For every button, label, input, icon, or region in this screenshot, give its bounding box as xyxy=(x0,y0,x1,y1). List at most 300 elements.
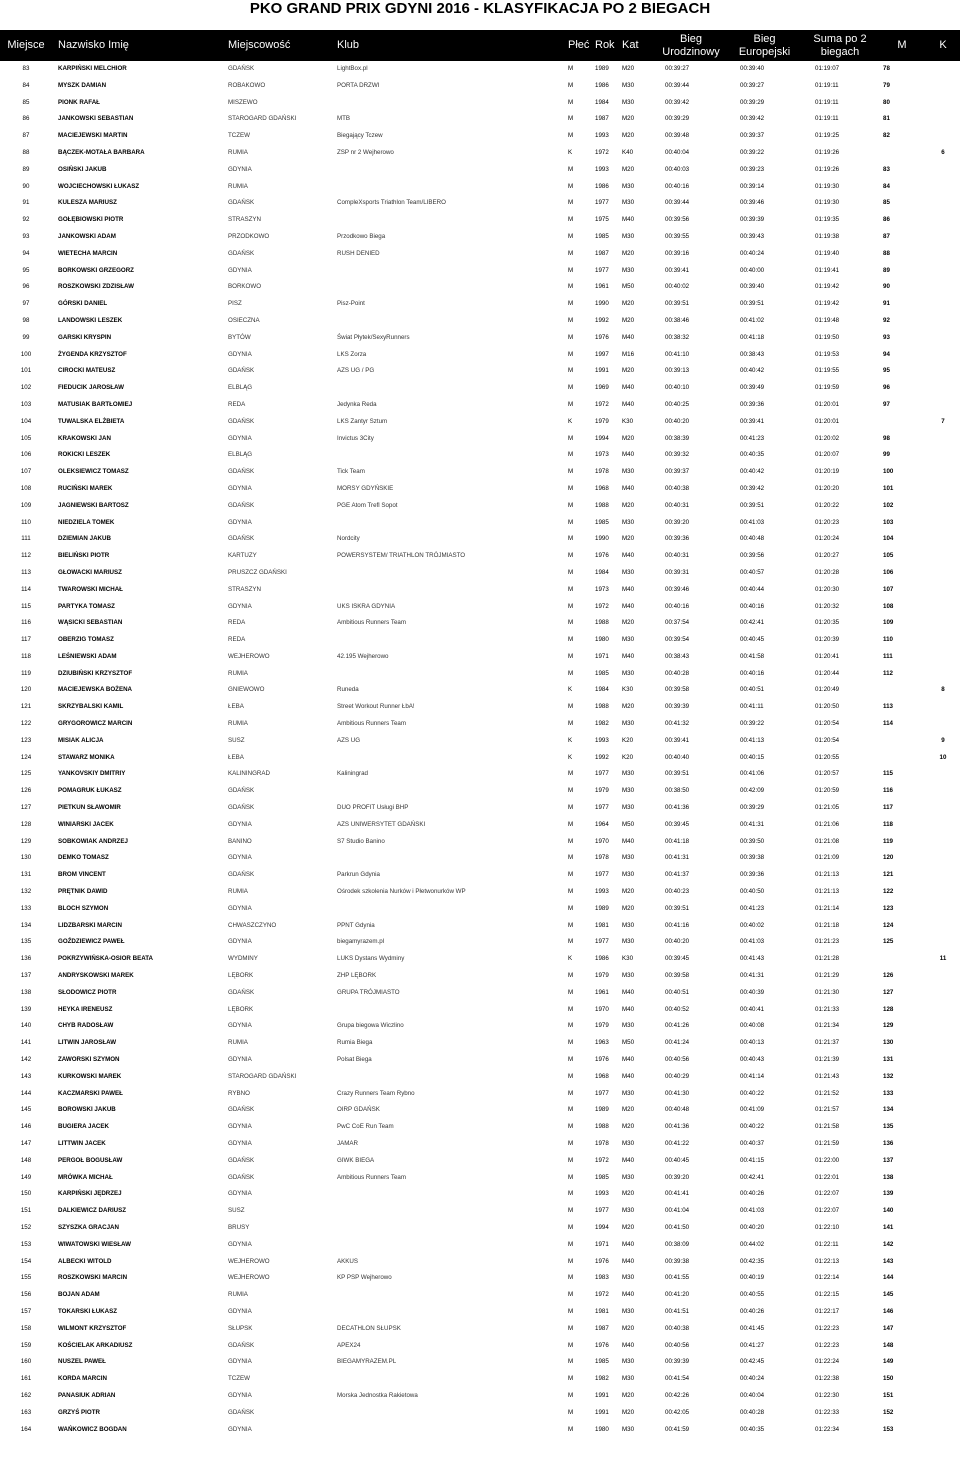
club-cell xyxy=(337,380,568,397)
total-time-cell: 01:21:08 xyxy=(815,837,840,845)
k-rank-cell: 9 xyxy=(941,736,945,744)
city-cell: GDYNIA xyxy=(228,938,252,946)
k-rank-cell xyxy=(926,1220,960,1237)
category-cell: M40 xyxy=(622,1005,635,1013)
club-cell: ZHP LĘBORK xyxy=(337,972,377,980)
place-cell: 141 xyxy=(20,1039,32,1047)
place-cell: 144 xyxy=(20,1089,32,1097)
category-cell: M40 xyxy=(622,400,635,408)
club-cell: PORTA DRZWI xyxy=(337,81,380,89)
race2-time-cell: 00:40:45 xyxy=(740,636,765,644)
table-row xyxy=(0,1170,960,1187)
race2-time-cell: 00:39:36 xyxy=(740,400,765,408)
k-rank-cell xyxy=(926,162,960,179)
k-rank-cell xyxy=(926,1018,960,1035)
k-rank-cell xyxy=(926,1388,960,1405)
table-row xyxy=(0,1136,960,1153)
table-row xyxy=(0,766,960,783)
category-cell: M30 xyxy=(622,1307,635,1315)
year-cell: 1972 xyxy=(595,1156,609,1164)
race1-time-cell: 00:39:51 xyxy=(665,904,690,912)
year-cell: 1993 xyxy=(595,132,609,140)
year-cell: 1976 xyxy=(595,552,609,560)
city-cell: BANINO xyxy=(228,837,252,845)
city-cell: PRUSZCZ GDAŃSKI xyxy=(228,568,287,576)
category-cell: M30 xyxy=(622,669,635,677)
table-row xyxy=(0,1018,960,1035)
table-row xyxy=(0,95,960,112)
m-rank-cell: 129 xyxy=(883,1022,894,1030)
sex-cell: M xyxy=(568,602,574,610)
place-cell: 135 xyxy=(20,938,32,946)
table-row xyxy=(0,918,960,935)
sex-cell: K xyxy=(568,417,573,425)
race1-time-cell: 00:41:55 xyxy=(665,1274,690,1282)
category-cell: M40 xyxy=(622,216,635,224)
table-row xyxy=(0,1203,960,1220)
race1-time-cell: 00:40:03 xyxy=(665,165,690,173)
sex-cell: M xyxy=(568,1173,574,1181)
table-row xyxy=(0,1388,960,1405)
m-rank-cell: 91 xyxy=(883,300,890,308)
sex-cell: M xyxy=(568,1005,574,1013)
m-rank-cell: 113 xyxy=(883,703,893,711)
total-time-cell: 01:21:09 xyxy=(815,854,840,862)
k-rank-cell xyxy=(926,515,960,532)
place-cell: 131 xyxy=(20,871,32,879)
race2-time-cell: 00:40:26 xyxy=(740,1307,765,1315)
city-cell: PRZODKOWO xyxy=(228,232,270,240)
year-cell: 1977 xyxy=(595,1089,609,1097)
category-cell: M50 xyxy=(622,820,635,828)
column-header: Miejscowość xyxy=(228,39,291,51)
total-time-cell: 01:22:38 xyxy=(815,1375,840,1383)
year-cell: 1985 xyxy=(595,518,609,526)
k-rank-cell xyxy=(926,1002,960,1019)
m-rank-cell: 106 xyxy=(883,568,894,576)
club-cell xyxy=(337,212,568,229)
city-cell: ELBLĄG xyxy=(228,451,253,459)
year-cell: 1986 xyxy=(595,182,609,190)
k-rank-cell xyxy=(926,95,960,112)
total-time-cell: 01:19:25 xyxy=(815,132,840,140)
race1-time-cell: 00:40:31 xyxy=(665,501,690,509)
race2-time-cell: 00:41:31 xyxy=(740,972,765,980)
year-cell: 1972 xyxy=(595,1291,609,1299)
category-cell: M30 xyxy=(622,1274,635,1282)
club-cell xyxy=(337,582,568,599)
name-cell: BOROWSKI JAKUB xyxy=(58,1106,116,1114)
m-rank-cell: 140 xyxy=(883,1207,894,1215)
city-cell: GDYNIA xyxy=(228,1022,252,1030)
year-cell: 1981 xyxy=(595,1307,609,1315)
name-cell: BLOCH SZYMON xyxy=(58,904,109,912)
total-time-cell: 01:22:10 xyxy=(815,1223,840,1231)
sex-cell: M xyxy=(568,787,574,795)
m-rank-cell: 109 xyxy=(883,619,894,627)
k-rank-cell xyxy=(926,363,960,380)
sex-cell: M xyxy=(568,132,574,140)
club-cell xyxy=(337,632,568,649)
city-cell: GDYNIA xyxy=(228,350,252,358)
category-cell: M20 xyxy=(622,1223,635,1231)
table-row xyxy=(0,1086,960,1103)
total-time-cell: 01:22:14 xyxy=(815,1274,840,1282)
place-cell: 137 xyxy=(20,972,32,980)
m-rank-cell xyxy=(878,682,926,699)
year-cell: 1988 xyxy=(595,1123,609,1131)
name-cell: LANDOWSKI LESZEK xyxy=(58,316,123,324)
total-time-cell: 01:20:02 xyxy=(815,434,840,442)
race1-time-cell: 00:40:25 xyxy=(665,400,690,408)
race1-time-cell: 00:40:16 xyxy=(665,602,690,610)
race1-time-cell: 00:41:32 xyxy=(665,720,690,728)
city-cell: BRUSY xyxy=(228,1223,250,1231)
total-time-cell: 01:22:13 xyxy=(815,1257,840,1265)
sex-cell: M xyxy=(568,232,574,240)
race1-time-cell: 00:39:37 xyxy=(665,468,690,476)
category-cell: K20 xyxy=(622,736,634,744)
race1-time-cell: 00:40:23 xyxy=(665,888,690,896)
club-cell: JAMAR xyxy=(337,1140,358,1147)
club-cell: 42.195 Wejherowo xyxy=(337,652,389,660)
name-cell: KRAKOWSKI JAN xyxy=(58,434,111,442)
club-cell xyxy=(337,1237,568,1254)
total-time-cell: 01:19:30 xyxy=(815,182,840,190)
city-cell: GDYNIA xyxy=(228,854,252,862)
place-cell: 116 xyxy=(21,619,31,627)
place-cell: 162 xyxy=(20,1391,32,1399)
race1-time-cell: 00:41:24 xyxy=(665,1039,690,1047)
m-rank-cell: 133 xyxy=(883,1089,894,1097)
category-cell: M40 xyxy=(622,1291,635,1299)
year-cell: 1977 xyxy=(595,1207,609,1215)
total-time-cell: 01:19:11 xyxy=(815,115,839,123)
club-cell: Przodkowo Biega xyxy=(337,232,386,240)
race1-time-cell: 00:39:55 xyxy=(665,232,690,240)
name-cell: ZAWORSKI SZYMON xyxy=(58,1056,120,1064)
name-cell: LITTWIN JACEK xyxy=(58,1140,106,1147)
category-cell: M20 xyxy=(622,1106,635,1114)
m-rank-cell: 141 xyxy=(883,1223,894,1231)
place-cell: 160 xyxy=(20,1358,32,1366)
total-time-cell: 01:20:28 xyxy=(815,568,840,576)
place-cell: 112 xyxy=(21,552,31,560)
race1-time-cell: 00:37:54 xyxy=(665,619,690,627)
sex-cell: M xyxy=(568,804,574,812)
race2-time-cell: 00:39:38 xyxy=(740,854,765,862)
sex-cell: M xyxy=(568,619,574,627)
city-cell: GDAŃSK xyxy=(228,65,255,73)
k-rank-cell xyxy=(926,1371,960,1388)
m-rank-cell: 112 xyxy=(883,669,893,677)
place-cell: 106 xyxy=(20,451,32,459)
category-cell: M20 xyxy=(622,249,635,257)
club-cell xyxy=(337,565,568,582)
total-time-cell: 01:21:52 xyxy=(815,1089,840,1097)
year-cell: 1978 xyxy=(595,1140,609,1147)
table-row xyxy=(0,834,960,851)
place-cell: 87 xyxy=(22,132,30,140)
m-rank-cell: 89 xyxy=(883,266,890,274)
club-cell xyxy=(337,162,568,179)
city-cell: GDAŃSK xyxy=(228,1408,255,1416)
city-cell: STRASZYN xyxy=(228,585,262,593)
year-cell: 1977 xyxy=(595,871,609,879)
race2-time-cell: 00:39:22 xyxy=(740,148,765,156)
race2-time-cell: 00:40:37 xyxy=(740,1140,765,1147)
race1-time-cell: 00:40:48 xyxy=(665,1106,690,1114)
category-cell: M30 xyxy=(622,1425,635,1433)
k-rank-cell xyxy=(926,1405,960,1422)
place-cell: 126 xyxy=(20,787,32,795)
race1-time-cell: 00:39:38 xyxy=(665,1257,690,1265)
sex-cell: M xyxy=(568,1358,574,1366)
table-row xyxy=(0,1002,960,1019)
name-cell: WIWATOWSKI WIESŁAW xyxy=(58,1240,131,1248)
k-rank-cell xyxy=(926,615,960,632)
name-cell: OBERZIG TOMASZ xyxy=(58,636,114,644)
city-cell: RYBNO xyxy=(228,1089,250,1097)
year-cell: 1994 xyxy=(595,1223,609,1231)
table-row xyxy=(0,951,960,968)
sex-cell: M xyxy=(568,350,574,358)
race2-time-cell: 00:39:50 xyxy=(740,837,765,845)
place-cell: 164 xyxy=(20,1425,32,1433)
place-cell: 151 xyxy=(20,1207,32,1215)
year-cell: 1989 xyxy=(595,65,609,73)
total-time-cell: 01:19:40 xyxy=(815,249,840,257)
place-cell: 115 xyxy=(21,602,31,610)
race2-time-cell: 00:41:18 xyxy=(740,333,765,341)
club-cell: Parkrun Gdynia xyxy=(337,871,380,879)
category-cell: M30 xyxy=(622,1207,635,1215)
year-cell: 1993 xyxy=(595,888,609,896)
city-cell: WEJHEROWO xyxy=(228,1274,270,1282)
m-rank-cell: 124 xyxy=(883,921,894,929)
m-rank-cell: 116 xyxy=(883,787,893,795)
year-cell: 1980 xyxy=(595,1425,609,1433)
race1-time-cell: 00:40:02 xyxy=(665,283,690,291)
city-cell: CHWASZCZYNO xyxy=(228,921,277,929)
race1-time-cell: 00:39:20 xyxy=(665,1173,690,1181)
category-cell: M20 xyxy=(622,535,635,543)
year-cell: 1979 xyxy=(595,417,609,425)
city-cell: GDAŃSK xyxy=(228,804,255,812)
k-rank-cell xyxy=(926,1270,960,1287)
name-cell: BUGIERA JACEK xyxy=(58,1123,109,1131)
race1-time-cell: 00:42:05 xyxy=(665,1408,690,1416)
sex-cell: M xyxy=(568,65,574,73)
m-rank-cell: 122 xyxy=(883,888,894,896)
total-time-cell: 01:20:32 xyxy=(815,602,840,610)
k-rank-cell xyxy=(926,1304,960,1321)
name-cell: ROKICKI LESZEK xyxy=(58,451,111,459)
place-cell: 103 xyxy=(20,400,32,408)
place-cell: 127 xyxy=(20,804,32,812)
category-cell: M40 xyxy=(622,837,635,845)
year-cell: 1981 xyxy=(595,921,609,929)
club-cell: APEX24 xyxy=(337,1341,361,1349)
k-rank-cell xyxy=(926,699,960,716)
category-cell: M40 xyxy=(622,1156,635,1164)
sex-cell: M xyxy=(568,972,574,980)
club-cell xyxy=(337,313,568,330)
year-cell: 1973 xyxy=(595,451,609,459)
name-cell: LIDZBARSKI MARCIN xyxy=(58,921,122,929)
race1-time-cell: 00:42:26 xyxy=(665,1391,690,1399)
city-cell: SUSZ xyxy=(228,1207,245,1215)
race2-time-cell: 00:41:23 xyxy=(740,434,765,442)
race2-time-cell: 00:42:35 xyxy=(740,1257,765,1265)
category-cell: M20 xyxy=(622,1391,635,1399)
name-cell: DZIEMIAN JAKUB xyxy=(58,535,111,543)
table-row xyxy=(0,145,960,162)
sex-cell: M xyxy=(568,165,574,173)
year-cell: 1991 xyxy=(595,1408,609,1416)
race2-time-cell: 00:39:36 xyxy=(740,871,765,879)
k-rank-cell xyxy=(926,431,960,448)
category-cell: M20 xyxy=(622,367,635,375)
m-rank-cell: 146 xyxy=(883,1307,894,1315)
total-time-cell: 01:19:38 xyxy=(815,232,840,240)
sex-cell: M xyxy=(568,1307,574,1315)
sex-cell: M xyxy=(568,988,574,996)
total-time-cell: 01:21:29 xyxy=(815,972,840,980)
year-cell: 1985 xyxy=(595,669,609,677)
race1-time-cell: 00:39:31 xyxy=(665,568,690,576)
race1-time-cell: 00:39:32 xyxy=(665,451,690,459)
race2-time-cell: 00:42:41 xyxy=(740,1173,765,1181)
k-rank-cell xyxy=(926,884,960,901)
m-rank-cell xyxy=(878,414,926,431)
race2-time-cell: 00:41:58 xyxy=(740,652,765,660)
name-cell: KULESZA MARIUSZ xyxy=(58,199,117,207)
year-cell: 1961 xyxy=(595,283,609,291)
table-row xyxy=(0,1354,960,1371)
k-rank-cell xyxy=(926,1052,960,1069)
year-cell: 1993 xyxy=(595,1190,609,1198)
race1-time-cell: 00:40:20 xyxy=(665,938,690,946)
place-cell: 155 xyxy=(20,1274,32,1282)
table-row xyxy=(0,313,960,330)
race2-time-cell: 00:39:42 xyxy=(740,115,765,123)
race1-time-cell: 00:39:16 xyxy=(665,249,690,257)
sex-cell: M xyxy=(568,1223,574,1231)
m-rank-cell: 118 xyxy=(883,820,893,828)
name-cell: CIROCKI MATEUSZ xyxy=(58,367,116,375)
name-cell: GŁOWACKI MARIUSZ xyxy=(58,568,122,576)
place-cell: 85 xyxy=(22,98,30,106)
k-rank-cell xyxy=(926,128,960,145)
table-row xyxy=(0,1254,960,1271)
city-cell: STAROGARD GDAŃSKI xyxy=(228,115,297,123)
k-rank-cell xyxy=(926,464,960,481)
k-rank-cell: 6 xyxy=(941,148,945,156)
m-rank-cell: 105 xyxy=(883,552,894,560)
sex-cell: M xyxy=(568,585,574,593)
race2-time-cell: 00:39:37 xyxy=(740,132,765,140)
k-rank-cell xyxy=(926,330,960,347)
place-cell: 84 xyxy=(22,81,30,89)
club-cell xyxy=(337,1371,568,1388)
sex-cell: M xyxy=(568,199,574,207)
race1-time-cell: 00:40:29 xyxy=(665,1072,690,1080)
sex-cell: M xyxy=(568,115,574,123)
name-cell: ANDRYSKOWSKI MAREK xyxy=(58,972,134,980)
city-cell: GDYNIA xyxy=(228,1123,252,1131)
year-cell: 1990 xyxy=(595,300,609,308)
race1-time-cell: 00:39:58 xyxy=(665,972,690,980)
place-cell: 148 xyxy=(20,1156,32,1164)
year-cell: 1988 xyxy=(595,619,609,627)
place-cell: 125 xyxy=(20,770,32,778)
year-cell: 1984 xyxy=(595,686,609,694)
club-cell: MORSY GDYŃSKIE xyxy=(337,484,394,492)
m-rank-cell: 111 xyxy=(883,652,893,660)
table-row xyxy=(0,1153,960,1170)
year-cell: 1992 xyxy=(595,316,609,324)
place-cell: 139 xyxy=(20,1005,32,1013)
race2-time-cell: 00:41:13 xyxy=(740,736,765,744)
year-cell: 1978 xyxy=(595,854,609,862)
year-cell: 1979 xyxy=(595,972,609,980)
name-cell: PRĘTNIK DAWID xyxy=(58,888,108,896)
total-time-cell: 01:21:30 xyxy=(815,988,840,996)
race2-time-cell: 00:40:48 xyxy=(740,535,765,543)
name-cell: BIELIŃSKI PIOTR xyxy=(58,552,110,560)
race2-time-cell: 00:44:02 xyxy=(740,1240,765,1248)
table-row xyxy=(0,1422,960,1439)
total-time-cell: 01:19:41 xyxy=(815,266,840,274)
category-cell: K40 xyxy=(622,148,634,156)
category-cell: M40 xyxy=(622,602,635,610)
category-cell: M30 xyxy=(622,518,635,526)
m-rank-cell xyxy=(878,750,926,767)
club-cell xyxy=(337,179,568,196)
table-row xyxy=(0,1371,960,1388)
table-row xyxy=(0,901,960,918)
table-row xyxy=(0,1119,960,1136)
k-rank-cell xyxy=(926,246,960,263)
sex-cell: M xyxy=(568,568,574,576)
total-time-cell: 01:20:07 xyxy=(815,451,840,459)
total-time-cell: 01:19:42 xyxy=(815,283,840,291)
name-cell: NUSZEL PAWEŁ xyxy=(58,1358,106,1366)
club-cell: PPNT Gdynia xyxy=(337,921,375,929)
sex-cell: M xyxy=(568,384,574,392)
sex-cell: M xyxy=(568,1123,574,1131)
year-cell: 1972 xyxy=(595,148,609,156)
category-cell: M40 xyxy=(622,988,635,996)
place-cell: 150 xyxy=(20,1190,32,1198)
race2-time-cell: 00:40:28 xyxy=(740,1408,765,1416)
total-time-cell: 01:21:14 xyxy=(815,904,840,912)
race2-time-cell: 00:39:51 xyxy=(740,300,765,308)
race1-time-cell: 00:40:45 xyxy=(665,1156,690,1164)
sex-cell: M xyxy=(568,434,574,442)
race2-time-cell: 00:40:00 xyxy=(740,266,765,274)
place-cell: 134 xyxy=(20,921,32,929)
sex-cell: M xyxy=(568,300,574,308)
year-cell: 1961 xyxy=(595,988,609,996)
total-time-cell: 01:21:23 xyxy=(815,938,840,946)
name-cell: CHYB RADOSŁAW xyxy=(58,1022,114,1030)
category-cell: M20 xyxy=(622,65,635,73)
table-row xyxy=(0,1270,960,1287)
year-cell: 1982 xyxy=(595,1375,609,1383)
year-cell: 1986 xyxy=(595,955,609,963)
